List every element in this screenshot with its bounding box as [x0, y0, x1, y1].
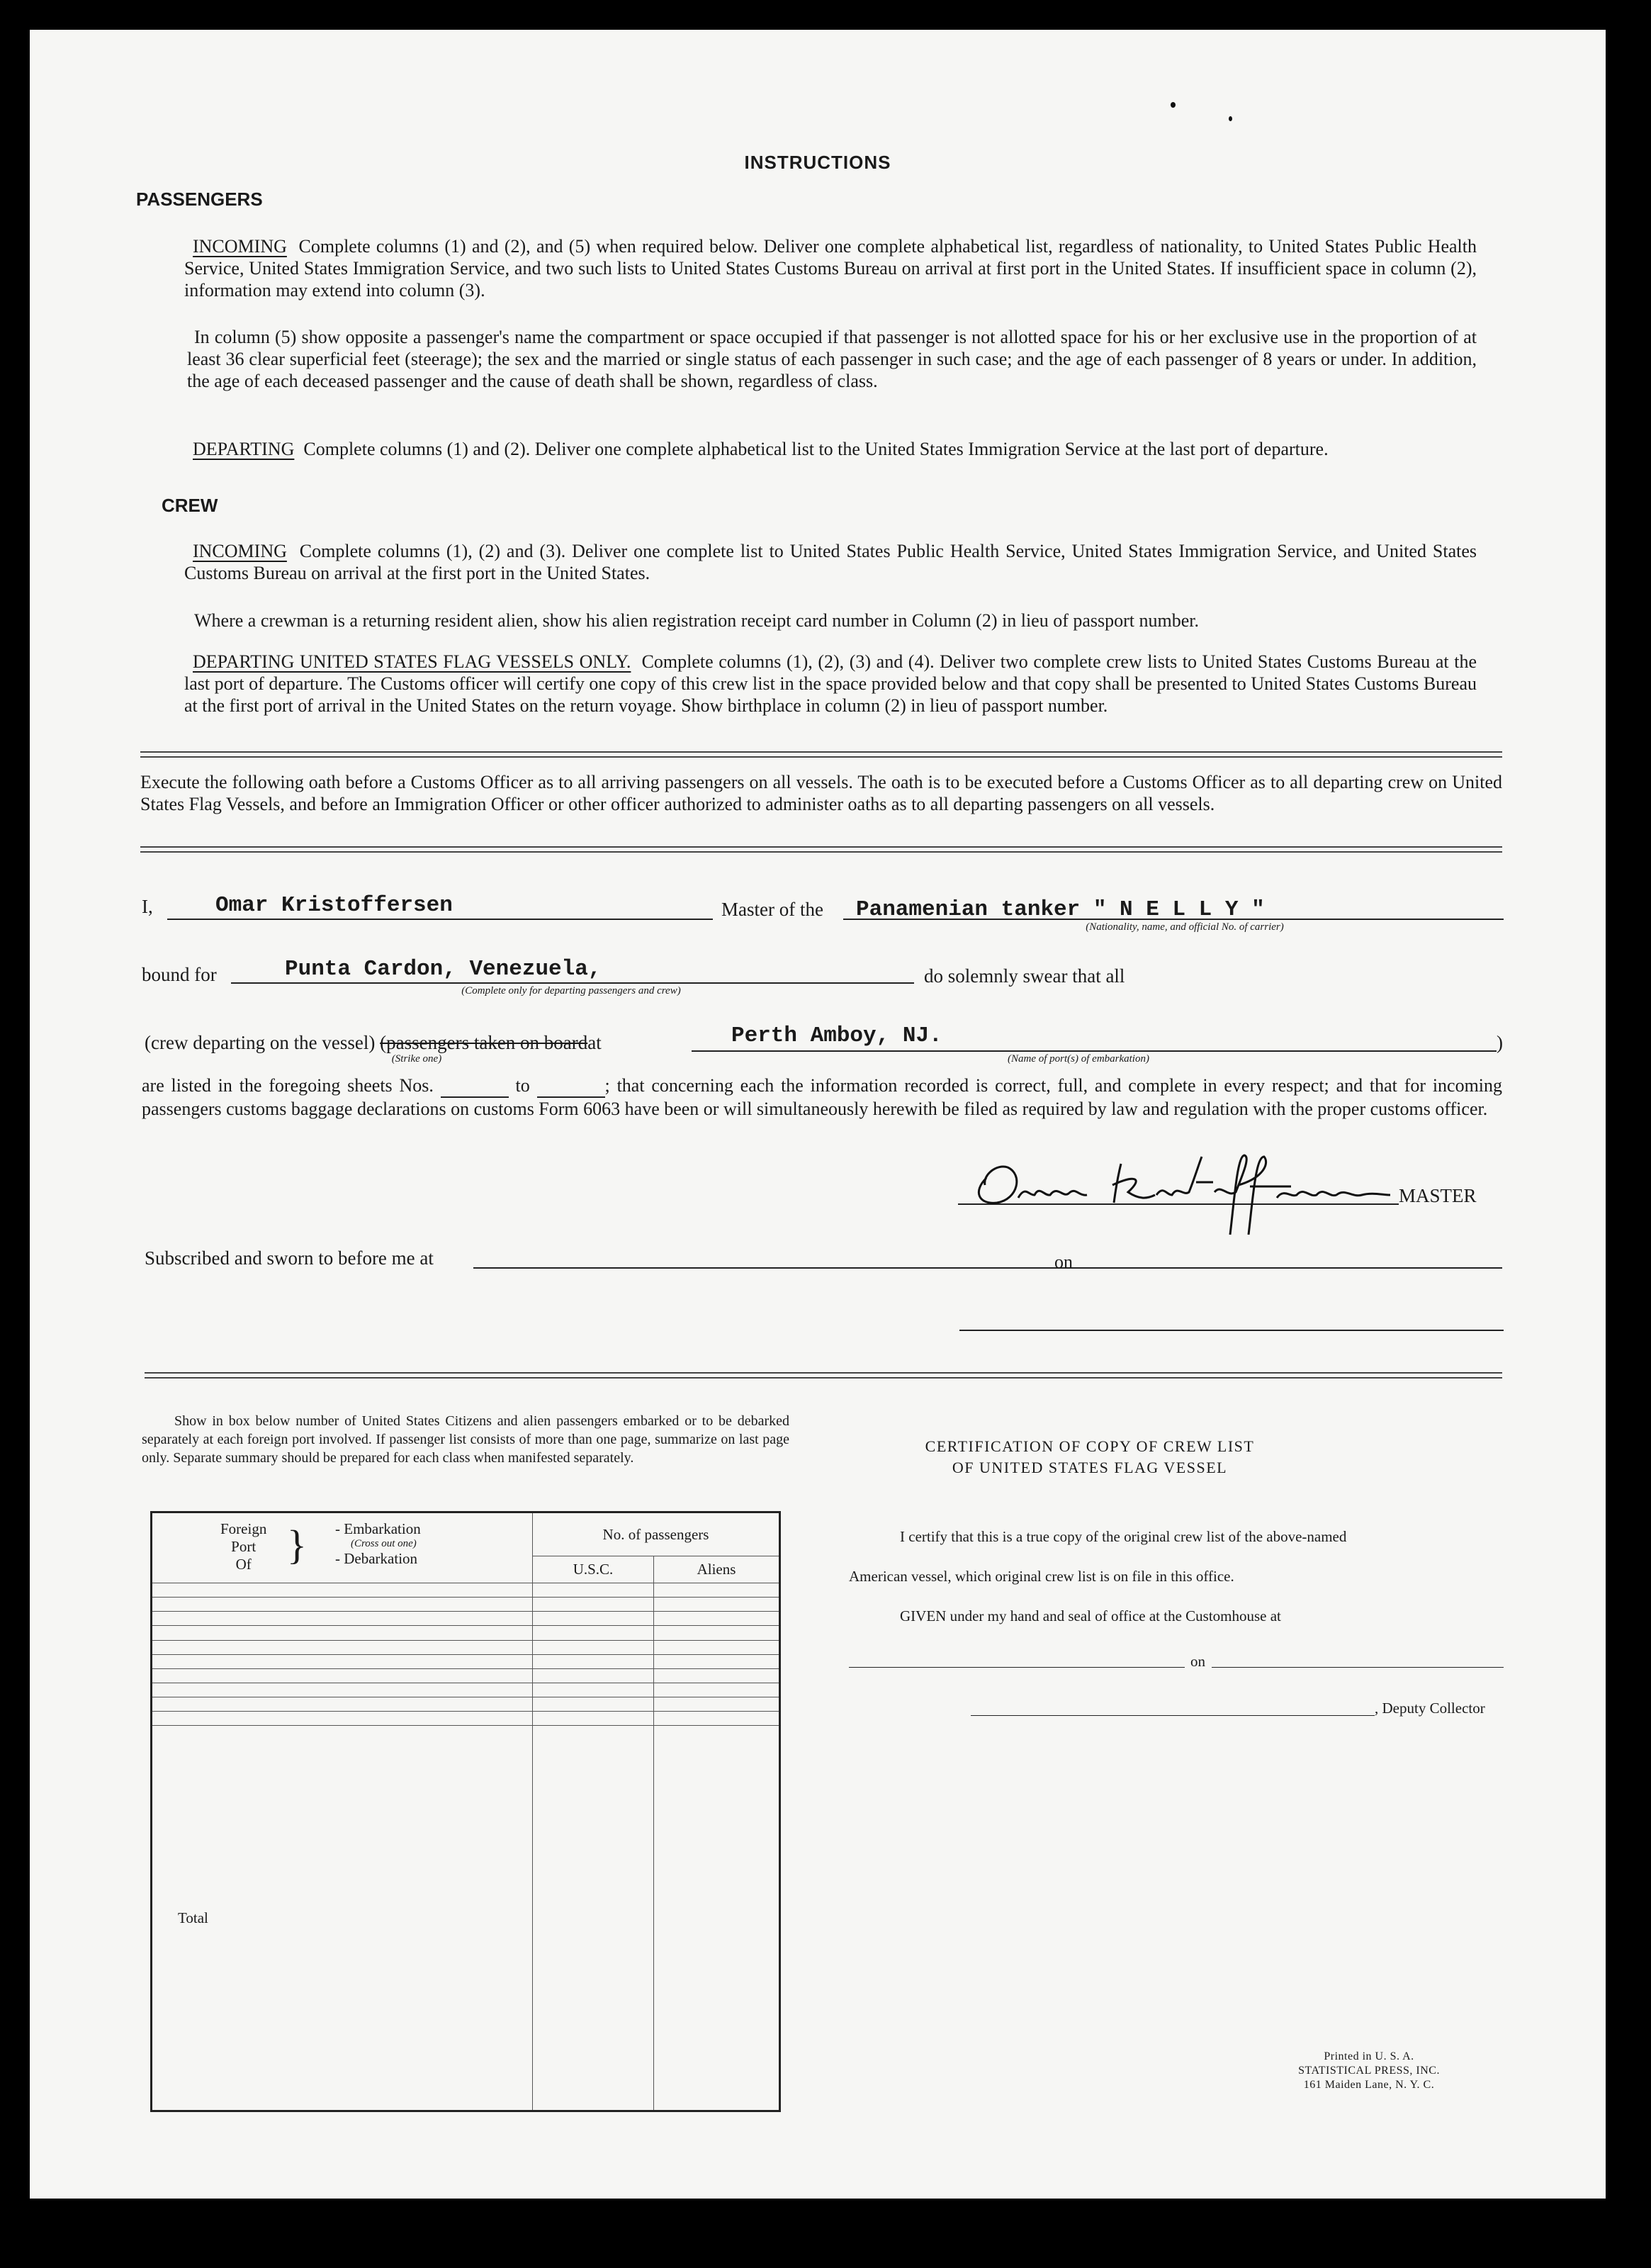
aliens-cell[interactable] [654, 1612, 780, 1626]
passengers-incoming-paragraph [184, 235, 1477, 301]
no-passengers-header: No. of passengers [533, 1512, 780, 1556]
subscribed-label: Subscribed and sworn to before me at [145, 1247, 434, 1269]
table-row [152, 1668, 780, 1683]
aliens-cell[interactable] [654, 1626, 780, 1640]
certify-text: I certify that this is a true copy of the original crew list of the above-named [900, 1528, 1347, 1545]
debarkation-option[interactable]: - Debarkation [335, 1550, 418, 1567]
table-row [152, 1712, 780, 1726]
deputy-collector-label: , Deputy Collector [1375, 1700, 1485, 1717]
aliens-cell[interactable] [654, 1640, 780, 1654]
speck-mark [1171, 102, 1176, 108]
port-cell[interactable] [152, 1654, 533, 1668]
close-paren: ) [1497, 1032, 1503, 1053]
to-label: to [515, 1075, 530, 1096]
port-cell[interactable] [152, 1598, 533, 1612]
at-label: at [587, 1032, 602, 1053]
passengers-incoming-text: Complete columns (1) and (2), and (5) when required below. Deliver one complete alphabetical list, regardless of nationality, to United States Public Health Service, United States Immigration Service, and two such lists to United States Customs Bureau on arrival at first port in the United States. If insufficient space in column (2), information may extend into column (3). [184, 236, 1477, 301]
of-label: Of [235, 1556, 252, 1573]
deputy-collector-field[interactable] [971, 1715, 1375, 1716]
subscribed-on-label: on [1054, 1252, 1073, 1272]
oath-i-label: I, [142, 896, 153, 917]
brace-icon: } [287, 1522, 307, 1568]
usc-cell[interactable] [533, 1626, 654, 1640]
aliens-cell[interactable] [654, 1654, 780, 1668]
embarkation-options [335, 1520, 421, 1567]
printer-line3: 161 Maiden Lane, N. Y. C. [1303, 2079, 1435, 2091]
port-cell[interactable] [152, 1626, 533, 1640]
aliens-cell[interactable] [654, 1598, 780, 1612]
port-cell[interactable] [152, 1612, 533, 1626]
port-cell[interactable] [152, 1683, 533, 1697]
total-aliens-cell[interactable] [654, 1726, 780, 2111]
foreign-port-of-label [220, 1520, 266, 1573]
port-label: Port [231, 1538, 257, 1555]
crew-departing-label: DEPARTING UNITED STATES FLAG VESSELS ONLY. [193, 651, 631, 672]
foreign-port-header [152, 1512, 533, 1583]
printer-line1: Printed in U. S. A. [1324, 2050, 1414, 2062]
swear-text: do solemnly swear that all [924, 965, 1125, 987]
master-of-label: Master of the [721, 899, 823, 920]
usc-cell[interactable] [533, 1697, 654, 1712]
aliens-cell[interactable] [654, 1683, 780, 1697]
usc-cell[interactable] [533, 1668, 654, 1683]
total-row [152, 1726, 780, 2111]
certification-title-line2: OF UNITED STATES FLAG VESSEL [952, 1459, 1228, 1476]
table-row [152, 1583, 780, 1598]
passengers-departing-text: Complete columns (1) and (2). Deliver one complete alphabetical list to the United States Immigration Service at the last port of departure. [303, 439, 1329, 459]
aliens-cell[interactable] [654, 1712, 780, 1726]
crew-incoming-text: Complete columns (1), (2) and (3). Deliver one complete list to United States Public Health Service, United States Immigration Service, and United States Customs Bureau on arrival at the first port in the United States. [184, 541, 1477, 583]
certification-date-field[interactable] [1212, 1667, 1504, 1668]
passengers-incoming-label: INCOMING [193, 236, 287, 257]
aliens-header: Aliens [654, 1556, 780, 1583]
crew-passenger-choice [145, 1032, 602, 1054]
usc-cell[interactable] [533, 1654, 654, 1668]
port-cell[interactable] [152, 1640, 533, 1654]
usc-cell[interactable] [533, 1583, 654, 1598]
officer-signature-field[interactable] [959, 1330, 1504, 1331]
listed-sheets-paragraph [142, 1074, 1502, 1120]
total-label: Total [152, 1726, 533, 2111]
crew-departing-text: Complete columns (1), (2), (3) and (4). Deliver two complete crew lists to United States Customs Bureau at the last port of departure. The Customs officer will certify one copy of this crew list in the space provided below and that copy shall be presented to United States Customs Bureau at the first port of arrival in the United States on the return voyage. Show birthplace in column (2) in lieu of passport number. [184, 651, 1477, 716]
section-divider [140, 751, 1502, 758]
bound-for-label: bound for [142, 964, 217, 985]
table-row [152, 1697, 780, 1712]
table-row [152, 1654, 780, 1668]
port-cell[interactable] [152, 1697, 533, 1712]
port-cell[interactable] [152, 1712, 533, 1726]
sheet-from-field[interactable] [441, 1074, 509, 1098]
document-page [30, 30, 1606, 2199]
crew-resident-text: Where a crewman is a returning resident alien, show his alien registration receipt card number in Column (2) in lieu of passport number. [194, 610, 1200, 631]
total-usc-cell[interactable] [533, 1726, 654, 2111]
passengers-column5-text: In column (5) show opposite a passenger's name the compartment or space occupied if that passenger is not allotted space for his or her exclusive use in the proportion of at least 36 clear superficial feet (steerage); the sex and the married or single status of each passenger in such case; and the age of each passenger of 8 years or under. In addition, the age of each deceased passenger and the cause of death shall be shown, regardless of class. [187, 327, 1477, 391]
listed-prefix: are listed in the foregoing sheets Nos. [142, 1075, 434, 1096]
usc-cell[interactable] [533, 1683, 654, 1697]
passenger-summary-table [150, 1511, 781, 2112]
section-divider [145, 1372, 1502, 1379]
carrier-caption: (Nationality, name, and official No. of carrier) [1086, 921, 1284, 933]
usc-cell[interactable] [533, 1640, 654, 1654]
destination-line [231, 982, 914, 984]
destination-caption: (Complete only for departing passengers and crew) [461, 985, 681, 997]
table-row [152, 1683, 780, 1697]
master-name-line [167, 919, 713, 920]
summary-instructions: Show in box below number of United States Citizens and alien passengers embarked or to be debarked separately at each foreign port involved. If passenger list consists of more than one page, summarize on last page only. Separate summary should be prepared for each class when manifested separately. [142, 1413, 789, 1466]
passengers-departing-label: DEPARTING [193, 439, 295, 459]
crew-departing-option[interactable]: (crew departing on the vessel) [145, 1032, 376, 1053]
usc-cell[interactable] [533, 1598, 654, 1612]
embarkation-option[interactable]: - Embarkation [335, 1520, 421, 1537]
port-cell[interactable] [152, 1583, 533, 1598]
vessel-text: American vessel, which original crew list is on file in this office. [849, 1568, 1234, 1585]
usc-cell[interactable] [533, 1612, 654, 1626]
certification-title [870, 1436, 1309, 1478]
passengers-struck-option[interactable]: (passengers taken on board [380, 1032, 588, 1053]
certification-title-line1: CERTIFICATION OF COPY OF CREW LIST [925, 1437, 1255, 1455]
carrier-field[interactable]: Panamenian tanker " N E L L Y " [856, 897, 1265, 922]
master-label: MASTER [1399, 1185, 1477, 1206]
crew-resident-paragraph [187, 610, 1477, 631]
embarkation-line [692, 1050, 1497, 1052]
aliens-cell[interactable] [654, 1697, 780, 1712]
master-name-field[interactable]: Omar Kristoffersen [215, 893, 453, 918]
foreign-label: Foreign [220, 1520, 267, 1537]
oath-instructions: Execute the following oath before a Customs Officer as to all arriving passengers on all vessels. The oath is to be executed before a Customs Officer as to all departing crew on United States Flag Vessels, and before an Immigration Officer or other officer authorized to administer oaths as to all departing passengers on all vessels. [140, 772, 1502, 814]
speck-mark [1229, 116, 1232, 121]
crew-departing-paragraph [184, 651, 1477, 717]
master-signature [958, 1135, 1404, 1242]
sheet-to-field[interactable] [537, 1074, 605, 1098]
instructions-heading: INSTRUCTIONS [744, 152, 891, 173]
table-row [152, 1598, 780, 1612]
table-row [152, 1612, 780, 1626]
usc-cell[interactable] [533, 1712, 654, 1726]
port-cell[interactable] [152, 1668, 533, 1683]
section-divider [140, 846, 1502, 853]
destination-field[interactable]: Punta Cardon, Venezuela, [285, 957, 602, 982]
given-text: GIVEN under my hand and seal of office at the Customhouse at [900, 1607, 1281, 1624]
crew-title: CREW [162, 495, 218, 516]
printer-imprint [1249, 2050, 1489, 2092]
subscribed-date-field[interactable] [1077, 1267, 1502, 1269]
embarkation-field[interactable]: Perth Amboy, NJ. [731, 1023, 942, 1048]
strike-caption: (Strike one) [391, 1053, 442, 1065]
passengers-column5-paragraph [187, 326, 1477, 392]
crew-incoming-label: INCOMING [193, 541, 287, 561]
table-row [152, 1626, 780, 1640]
listed-text: ; that concerning each the information recorded is correct, full, and complete in every respect; and that for incoming passengers customs baggage declarations on customs Form 6063 have been or will simultaneously herewith be filed as required by law and regulation with the proper customs officer. [142, 1075, 1503, 1119]
aliens-cell[interactable] [654, 1583, 780, 1598]
subscribed-place-field[interactable] [473, 1267, 1080, 1269]
passengers-departing-paragraph [184, 438, 1477, 460]
embarkation-caption: (Name of port(s) of embarkation) [1008, 1053, 1149, 1065]
printer-line2: STATISTICAL PRESS, INC. [1298, 2065, 1440, 2077]
usc-header: U.S.C. [533, 1556, 654, 1583]
passengers-title: PASSENGERS [136, 189, 263, 210]
aliens-cell[interactable] [654, 1668, 780, 1683]
customhouse-field[interactable] [849, 1667, 1185, 1668]
crew-incoming-paragraph [184, 540, 1477, 584]
table-row [152, 1640, 780, 1654]
cross-out-caption: (Cross out one) [351, 1538, 417, 1549]
certification-on-label: on [1190, 1653, 1205, 1670]
